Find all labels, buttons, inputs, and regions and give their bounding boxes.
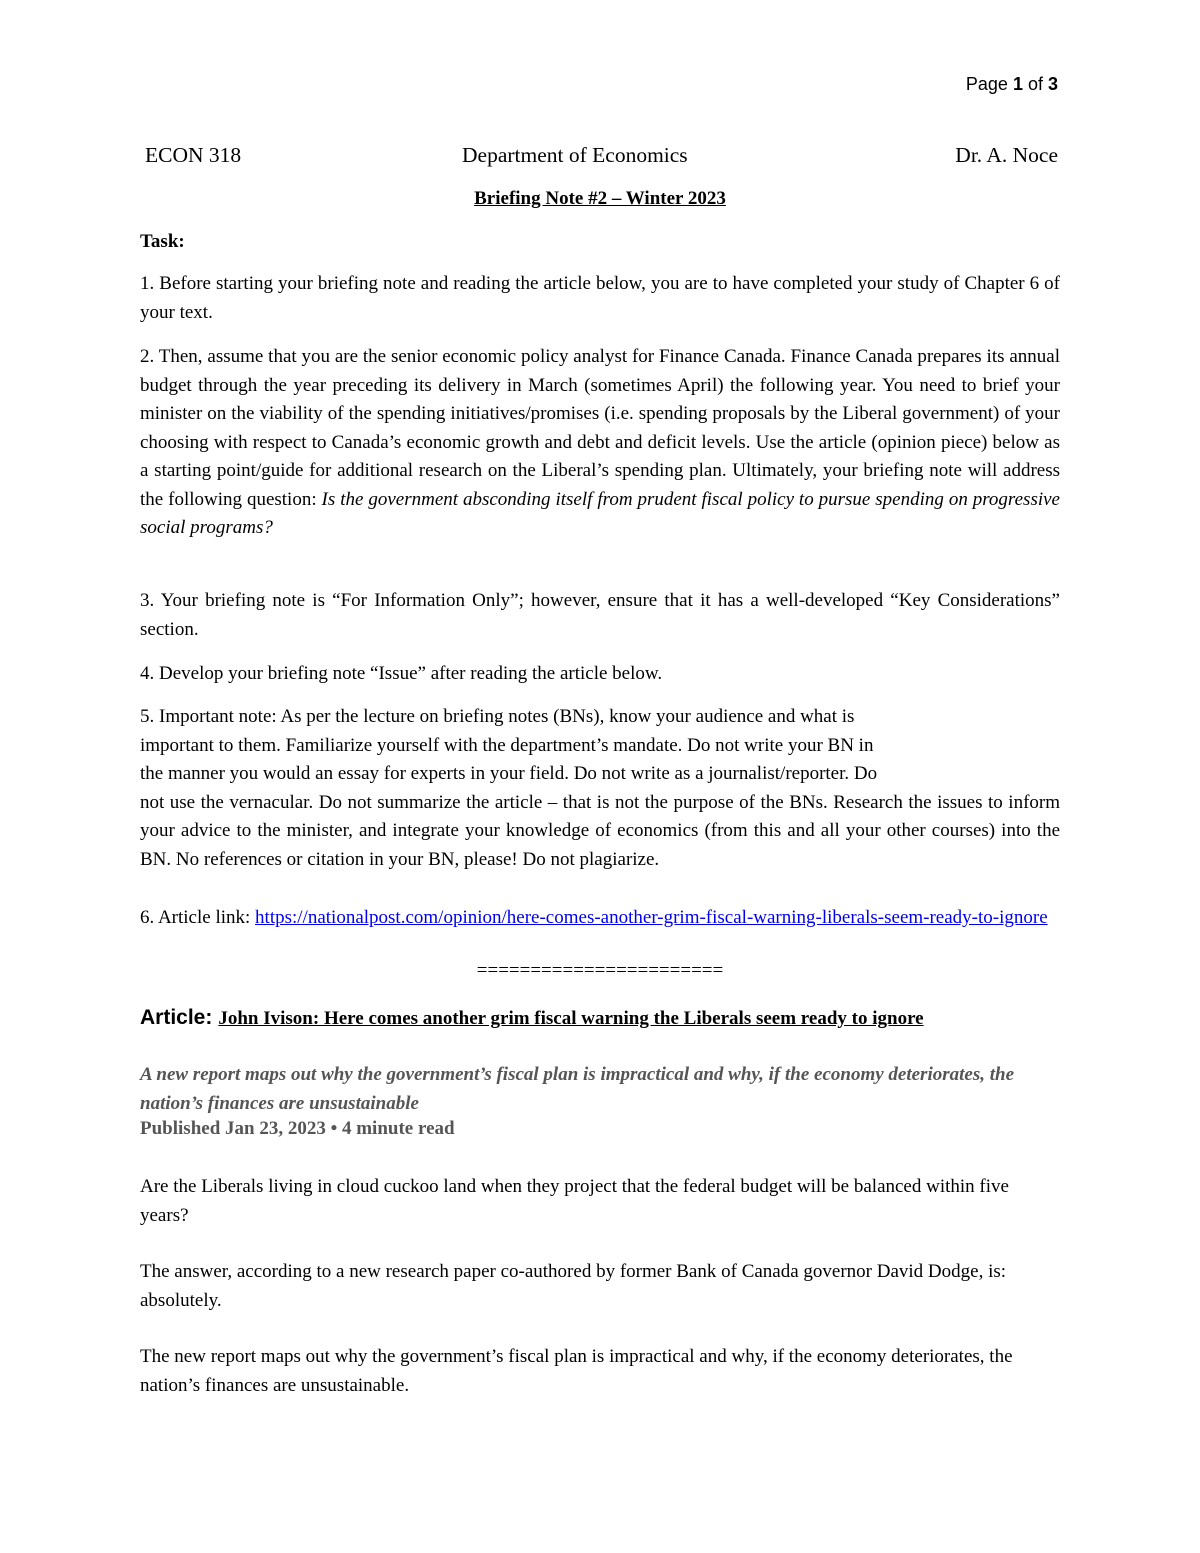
article-published: Published Jan 23, 2023 • 4 minute read	[140, 1118, 455, 1139]
task-item-2: 2. Then, assume that you are the senior economic policy analyst for Finance Canada. Finance Canada prepares its annual budget through the year preceding its delivery in March (sometimes April) the following year. You need to brief your minister on the viability of the spending initiatives/promises (i.e. spending proposals by the Liberal government) of your choosing with respect to Canada’s economic growth and debt and deficit levels. Use the article (opinion piece) below as a starting point/guide for additional research on the Liberal’s spending plan. Ultimately, your briefing note will address the following question: Is the government absconding itself from prudent fiscal policy to pursue spending on progressive social programs?	[140, 346, 1060, 538]
section-separator: =======================	[476, 960, 724, 981]
task-item-5	[140, 703, 1060, 874]
article-paragraph: The new report maps out why the government’s fiscal plan is impractical and why, if the economy deteriorates, the nation’s finances are unsustainable.	[140, 1346, 1013, 1396]
task-heading: Task:	[140, 231, 185, 252]
article-paragraph: The answer, according to a new research paper co-authored by former Bank of Canada governor David Dodge, is: absolutely.	[140, 1261, 1007, 1311]
article-subhead: A new report maps out why the government’s fiscal plan is impractical and why, if the economy deteriorates, the nation’s finances are unsustainable	[140, 1064, 1015, 1114]
article-heading	[140, 1005, 924, 1030]
article-title: John Ivison: Here comes another grim fiscal warning the Liberals seem ready to ignore	[218, 1008, 924, 1029]
article-link[interactable]: https://nationalpost.com/opinion/here-comes-another-grim-fiscal-warning-liberals-seem-ready-to-ignore	[255, 907, 1048, 928]
instructor-name: Dr. A. Noce	[955, 143, 1058, 167]
guiding-question: Is the government absconding itself from prudent fiscal policy to pursue spending on progressive social programs?	[140, 488, 1060, 538]
task-item-1: 1. Before starting your briefing note and reading the article below, you are to have completed your study of Chapter 6 of your text.	[140, 273, 1060, 323]
task-item-3: 3. Your briefing note is “For Information Only”; however, ensure that it has a well-developed “Key Considerations” section.	[140, 590, 1060, 640]
document-title: Briefing Note #2 – Winter 2023	[474, 188, 726, 209]
article-paragraph: Are the Liberals living in cloud cuckoo land when they project that the federal budget will be balanced within five years?	[140, 1176, 1009, 1226]
task-item-5-rest: not use the vernacular. Do not summarize the article – that is not the purpose of the BNs. Research the issues to inform your advice to the minister, and integrate your knowledge of economics (from this and all your other courses) into the BN. No references or citation in your BN, please! Do not plagiarize.	[140, 791, 1060, 870]
article-label: Article:	[140, 1006, 213, 1029]
task-item-5-line: important to them. Familiarize yourself with the department’s mandate. Do not write your BN in	[140, 734, 874, 756]
task-item-5-line: 5. Important note: As per the lecture on briefing notes (BNs), know your audience and what is	[140, 706, 855, 727]
document-header	[140, 143, 1058, 171]
task-item-4: 4. Develop your briefing note “Issue” after reading the article below.	[140, 663, 663, 684]
task-item-6: 6. Article link: https://nationalpost.com/opinion/here-comes-another-grim-fiscal-warning-liberals-seem-ready-to-ignore	[140, 907, 1048, 928]
page-number: Page 1 of 3	[965, 74, 1058, 94]
department-name: Department of Economics	[462, 143, 688, 167]
course-code: ECON 318	[145, 143, 242, 167]
task-item-5-line: the manner you would an essay for experts in your field. Do not write as a journalist/reporter. Do	[140, 763, 878, 784]
